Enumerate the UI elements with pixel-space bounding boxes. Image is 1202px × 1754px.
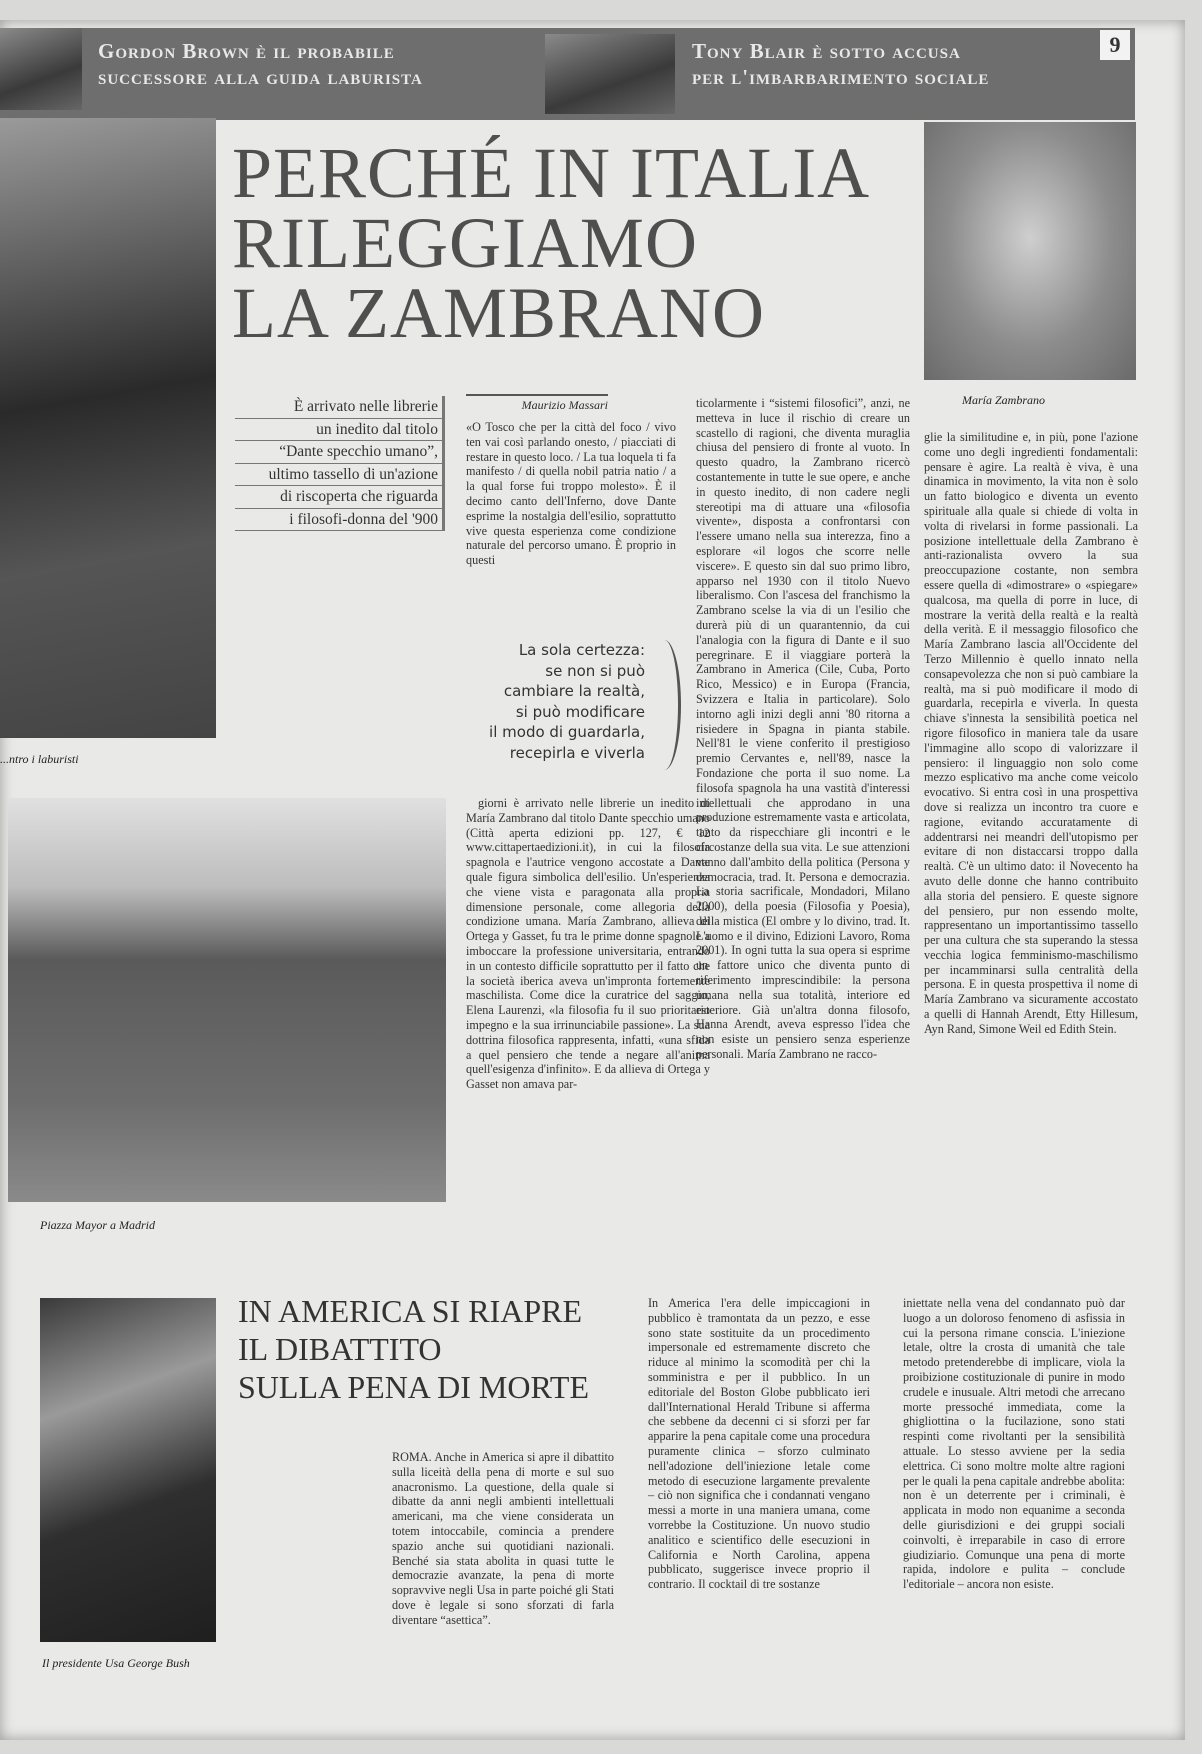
banner-right-headline[interactable]: Tony Blair è sotto accusa per l'imbarbarimento sociale [692, 39, 990, 89]
byline: Maurizio Massari [466, 394, 608, 413]
article-headline: PERCHÉ IN ITALIA RILEGGIAMO LA ZAMBRANO [232, 133, 871, 353]
top-banner [0, 28, 1135, 120]
portrait-caption: María Zambrano [962, 393, 1046, 407]
piazza-mayor-photo [8, 798, 446, 1202]
article2-col2: In America l'era delle impiccagioni in pubblico è tramontata da un pezzo, e esse sono state sostituite da un procedimento impersonale ed estremamente discreto che riduce al minimo la scomodità per chi la somministra e per il pubblico. In un editoriale del Boston Globe pubblicato ieri dall'International Herald Tribune si afferma che sebbene da decenni ci si sforzi per far apparire la pena capitale come una procedura puramente clinica – sforzo culminato nell'adozione dell'iniezione letale come metodo di esecuzione largamente prevalente – ciò non significa che i condannati vengano messi a morte in una maniera umana, come vorrebbe la Costituzione. Un nuovo studio analitico e scientifico delle esecuzioni in California e North Carolina, appena pubblicato, suggerisce invece proprio il contrario. Il cocktail di tre sostanze [648, 1296, 870, 1592]
tony-blair-photo [545, 34, 675, 114]
page-number: 9 [1100, 30, 1130, 60]
article2-col3: iniettate nella vena del condannato può dar luogo a un doloroso fenomeno di asfissia in cui la persona rimane conscia. L'iniezione letale, oltre la crosta di umanità che tale metodo pretenderebbe di implicare, viola la proibizione costituzionale di punire in modo crudele e inusuale. Altri metodi che arrecano morte pressoché immediata, come la ghigliottina o la fucilazione, sono stati respinti come rivoltanti per la sensibilità attuale. Lo stesso avviene per la sedia elettrica. Ci sono moltre molte altre ragioni per le quali la pena capitale andrebbe abolita: non è un deterrente per i criminali, è applicata in modo non equanime a seconda delle giurisdizioni e dei gruppi sociali coinvolti, è irreparabile in caso di errore giudiziario. Comunque una pena di morte rapida, indolore e pulita – conclude l'editoriale – ancora non esiste. [903, 1296, 1125, 1592]
article-col3: glie la similitudine e, in più, pone l'azione come uno degli ingredienti fondamentali: pensare è agire. La realtà è viva, è una dinamica in movimento, la vita non è solo un fatto biologico e diventa un evento spirituale alla quale si chiede di volta in volta di rivelarsi in forme passionali. La posizione intellettuale della Zambrano è anti-razionalista ovvero la sua preoccupazione costante, non sembra essere quella di «dimostrare» o «spiegare» qualcosa, ma quella di porre in luce, di mostrare la verità della realtà e la realtà della verità. E il messaggio filosofico che María Zambrano lascia all'Occidente del Terzo Millennio è quello innato nella consapevolezza che non si può cambiare la realtà, ma si può modificare il modo di guardarla, recepirla e viverla. In questa chiave s'innesta la sensibilità poetica nel rigore filosofico in maniera tale da usare l'immagine allo scopo di valorizzare il pensiero: il linguaggio non solo come mezzo esplicativo ma anche come veicolo evocativo. Si entra così in una prospettiva dove si realizza un incontro tra cuore e ragione, evitando accuratamente di addentrarsi nei meandri dell'utopismo per evitare di non distaccarsi troppo dalla realtà. C'è un ultimo dato: il Novecento ha avuto delle donne che hanno contribuito alla storia del pensiero. E queste signore del pensiero, pur non essendo molte, rappresentano un importantissimo tassello per una cultura che sta superando la stessa vecchia logica femminismo-maschilismo per incamminarsi sulla centralità della persona. E in questa prospettiva il nome di María Zambrano va sicuramente accostato a quelli di Hannah Arendt, Etty Hillesum, Ayn Rand, Simone Weil ed Edith Stein. [924, 430, 1138, 1036]
left-photo-caption: ...ntro i laburisti [0, 752, 79, 766]
banner-left-headline[interactable]: Gordon Brown è il probabile successore alla guida laburista [98, 39, 423, 89]
square-caption: Piazza Mayor a Madrid [40, 1218, 155, 1232]
bush-caption: Il presidente Usa George Bush [42, 1656, 190, 1670]
article2-col1: ROMA. Anche in America si apre il dibattito sulla liceità della pena di morte e sul suo anacronismo. La questione, della quale si dibatte da anni negli ambienti intellettuali americani, ma che viene considerata un totem intoccabile, comincia a prendere spazio anche sui quotidiani nazionali. Benché sia stata abolita in quasi tutte le democrazie avanzate, la pena di morte sopravvive negli Usa in parte poiché gli Stati dove è legale si sono sforzati di farla diventare “asettica”. [392, 1450, 614, 1627]
zambrano-portrait [924, 122, 1136, 380]
article-col1-bottom: giorni è arrivato nelle librerie un inedito di María Zambrano dal titolo Dante specchio umano (Città aperta edizioni pp. 127, € 12 www.cittapertaedizioni.it), in cui la filosofa spagnola e l'autrice vengono accostate a Dante quale figura simbolica dell'esilio. Un'esperienza che viene vista e paragonata alla propria dimensione personale, come allegoria della condizione umana. María Zambrano, allieva di Ortega y Gasset, fu tra le prime donne spagnole a imboccare la professione universitaria, entrando in un contesto difficile soprattutto per il fatto che la società iberica aveva un'impronta fortemente maschilista. Come dice la curatrice del saggio, Elena Laurenzi, «la filosofia fu il suo prioritario impegno e la sua irrinunciabile passione». La sua dottrina filosofica rappresenta, infatti, «una sfida a quel pensiero che tende a negare all'anima quell'esigenza d'infinito». E da allieva di Ortega y Gasset non amava par- [466, 796, 710, 1092]
article-col1-top: «O Tosco che per la città del foco / vivo ten vai così parlando onesto, / piacciati di restare in questo loco. / La tua loquela ti fa manifesto / di quella nobil patria natio / a la qual forse fui troppo molesto». È il decimo canto dell'Inferno, dove Dante esprime la nostalgia dell'esilio, soprattutto vive questa esperienza come condizione naturale del percorso umano. È proprio in questi [466, 420, 676, 568]
article-col2: ticolarmente i “sistemi filosofici”, anzi, ne metteva in luce il rischio di creare un scastello di ragioni, che diventa muraglia chiusa del pensiero di fronte al vuoto. In questo quadro, la Zambrano ricercò costantemente in tutte le sue opere, e anche in questo inedito, di non cadere negli stereotipi ma di attuare una «filosofia vivente», disposta a confrontarsi con l'essere umano nella sua interezza, fino a esplorare «il logos che scorre nelle viscere». E questo sin dal suo primo libro, apparso nel 1930 con il titolo Nuevo liberalismo. Con l'ascesa del franchismo la Zambrano scelse la via di un l'esilio che durerà più di un quarantennio, da cui l'analogia con la figura di Dante e il suo peregrinare. E il viaggiare porterà la Zambrano in America (Cile, Cuba, Porto Rico, Messico) e in Europa (Francia, Svizzera e Italia in particolare). Solo intorno agli inizi degli anni '80 ritorna a risiedere in Spagna in pianta stabile. Nell'81 le viene conferito il prestigioso premio Cervantes e, nell'89, nasce la Fondazione che porta il suo nome. La filosofa spagnola ha una vastità d'interessi intellettuali che approdano in una produzione estremamente vasta e articolata, tanto da rispecchiare gli incontri e le circostanze della sua vita. Le sue attenzioni vanno dall'ambito della politica (Persona y democracia, trad. It. Persona e democrazia. La storia sacrificale, Mondadori, Milano 2000), della poesia (Filosofia y Poesia), della mistica (El ombre y lo divino, trad. It. L'uomo e il divino, Edizioni Lavoro, Roma 2001). In ogni tutta la sua opera si esprime un fattore unico che diventa punto di riferimento imprescindibile: la persona umana nella sua totalità, interiore ed esteriore. Già un'altra donna filosofo, Hanna Arendt, aveva espresso l'idea che non esiste un pensiero senza esperienze personali. María Zambrano ne racco- [696, 396, 910, 1062]
pull-quote: La sola certezza: se non si può cambiare la realtà, si può modificare il modo di guardarla, recepirla e viverla [489, 641, 645, 762]
article-deck: È arrivato nelle librerie un inedito dal titolo “Dante specchio umano”, ultimo tassello di un'azione di riscoperta che riguarda i filosofi-donna del '900 [235, 396, 445, 531]
bush-photo [40, 1298, 216, 1642]
left-crop-photo [0, 118, 216, 738]
article2-headline: IN AMERICA SI RIAPRE IL DIBATTITO SULLA PENA DI MORTE [238, 1293, 589, 1405]
gordon-brown-photo [0, 28, 82, 110]
pull-quote-bracket [648, 640, 681, 770]
